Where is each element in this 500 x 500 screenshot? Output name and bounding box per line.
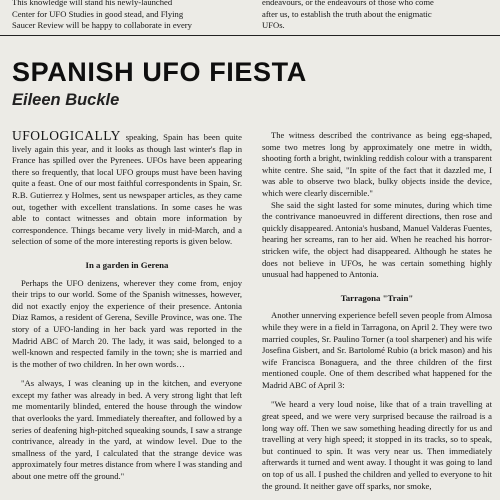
top-left-line-3: Saucer Review will be happy to collaborate in every [12, 20, 192, 31]
top-right-line-2: after us, to establish the truth about the enigmatic [262, 8, 432, 19]
section-divider [0, 35, 500, 36]
sighting-duration-paragraph: She said the sight lasted for some minutes, during which time the contrivance manoeuvred in different directions, then rose and quickly disappeared. Antonia's husband, Manuel Valderas Fuentes, hearing her screams, ran to her aid. When he reached his horror-stricken wife, the object had disappeared. Although he states he does not believe in UFOs, he was certain something highly unusual had happened to Antonia. [262, 199, 492, 280]
top-left-column [12, 0, 242, 32]
gerena-quote-paragraph: "As always, I was cleaning up in the kitchen, and everyone except my father was already in bed. A very strong light that left me momentarily blinded, entered the house through the window that overlooks the yard. Immediately thereafter, and followed by a series of deafening high-pitched squeaking sounds, I saw a strange contrivance, already in the yard, at window level. Due to the smallness of the yard, I calculated that the strange device was approximately four metres distance from where I was standing and about one metre off the ground." [12, 378, 242, 482]
article-left-column [12, 130, 242, 483]
top-right-column [262, 0, 492, 32]
top-right-line-3: UFOs. [262, 20, 285, 31]
intro-paragraph [12, 130, 242, 248]
article-right-column [262, 130, 492, 492]
subhead-gerena: In a garden in Gerena [85, 259, 169, 270]
article-title: SPANISH UFO FIESTA [12, 57, 307, 87]
top-right-line-1: endeavours, or the endeavours of those who come [262, 0, 434, 7]
intro-dropcap: UFOLOGICALLY [12, 128, 121, 143]
top-left-line-2: Center for UFO Studies in good stead, and Flying [12, 8, 184, 19]
tarragona-quote-paragraph: "We heard a very loud noise, like that of a train travelling at great speed, and we were very surprised because the railroad is a long way off. Then we saw something heading directly for us and travelling at very high speed; it stopped in its tracks, so to speak, but continued to spin. It was very near us. Then immediately afterwards it turned and went away. I thought it was going to land on top of us all. I pushed the children and yelled to everyone to hit the ground. It neither gave off sparks, nor smoke, [262, 399, 492, 491]
tarragona-paragraph: Another unnerving experience befell seven people from Almosa while they were in a field in Tarragona, on April 2. They were two married couples, Sr. Paulino Torner (a tool sharpener) and his wife Josefina Gisbert, and Sr. Bartolomé Rubio (a brick mason) and his wife Francisca Bonaguera, and the three children of the first mentioned couple. One of them described what happened for the Madrid ABC of April 3: [262, 310, 492, 390]
top-left-line-1: This knowledge will stand his newly-launched [12, 0, 173, 7]
article-author: Eileen Buckle [12, 91, 120, 109]
intro-text: speaking, Spain has been quite lively again this year, and it looks as though last winter's flap in France has spilled over the Pyrenees. UFOs have been appearing there so frequently, that local UFO groups must have been having quite a feast. One of our most faithful correspondents in Spain, Sr. R.B. Gutierrez y Holmes, sent us newspaper articles, as they came out, together with excellent translations. In some cases he was able to contact witnesses and obtain more information by correspondence. Things became very lively in mid-March, and a selection of some of the more interesting reports is given below. [12, 132, 242, 247]
witness-description-paragraph: The witness described the contrivance as being egg-shaped, some two metres long by approximately one metre in width, shooting forth a bright, twinkling reddish colour with a transparent white centre. She said, "In spite of the fact that it dazzled me, I was able to observe two black, bulky objects inside the device, which were clearly discernible." [262, 130, 492, 198]
subhead-tarragona: Tarragona "Train" [340, 292, 414, 303]
gerena-paragraph: Perhaps the UFO denizens, wherever they come from, enjoy their trips to our world. Some of the Spanish witnesses, however, did not exactly enjoy the experience of their presence. Antonia Diaz Ramos, a resident of Gerena, Seville Province, was one. The story of a UFO-landing in her back yard was reported in the Madrid ABC of March 20. The lady, it was said, belonged to a well-known and respected family in the town; she is married and is the mother of two children. In her own words… [12, 277, 242, 369]
